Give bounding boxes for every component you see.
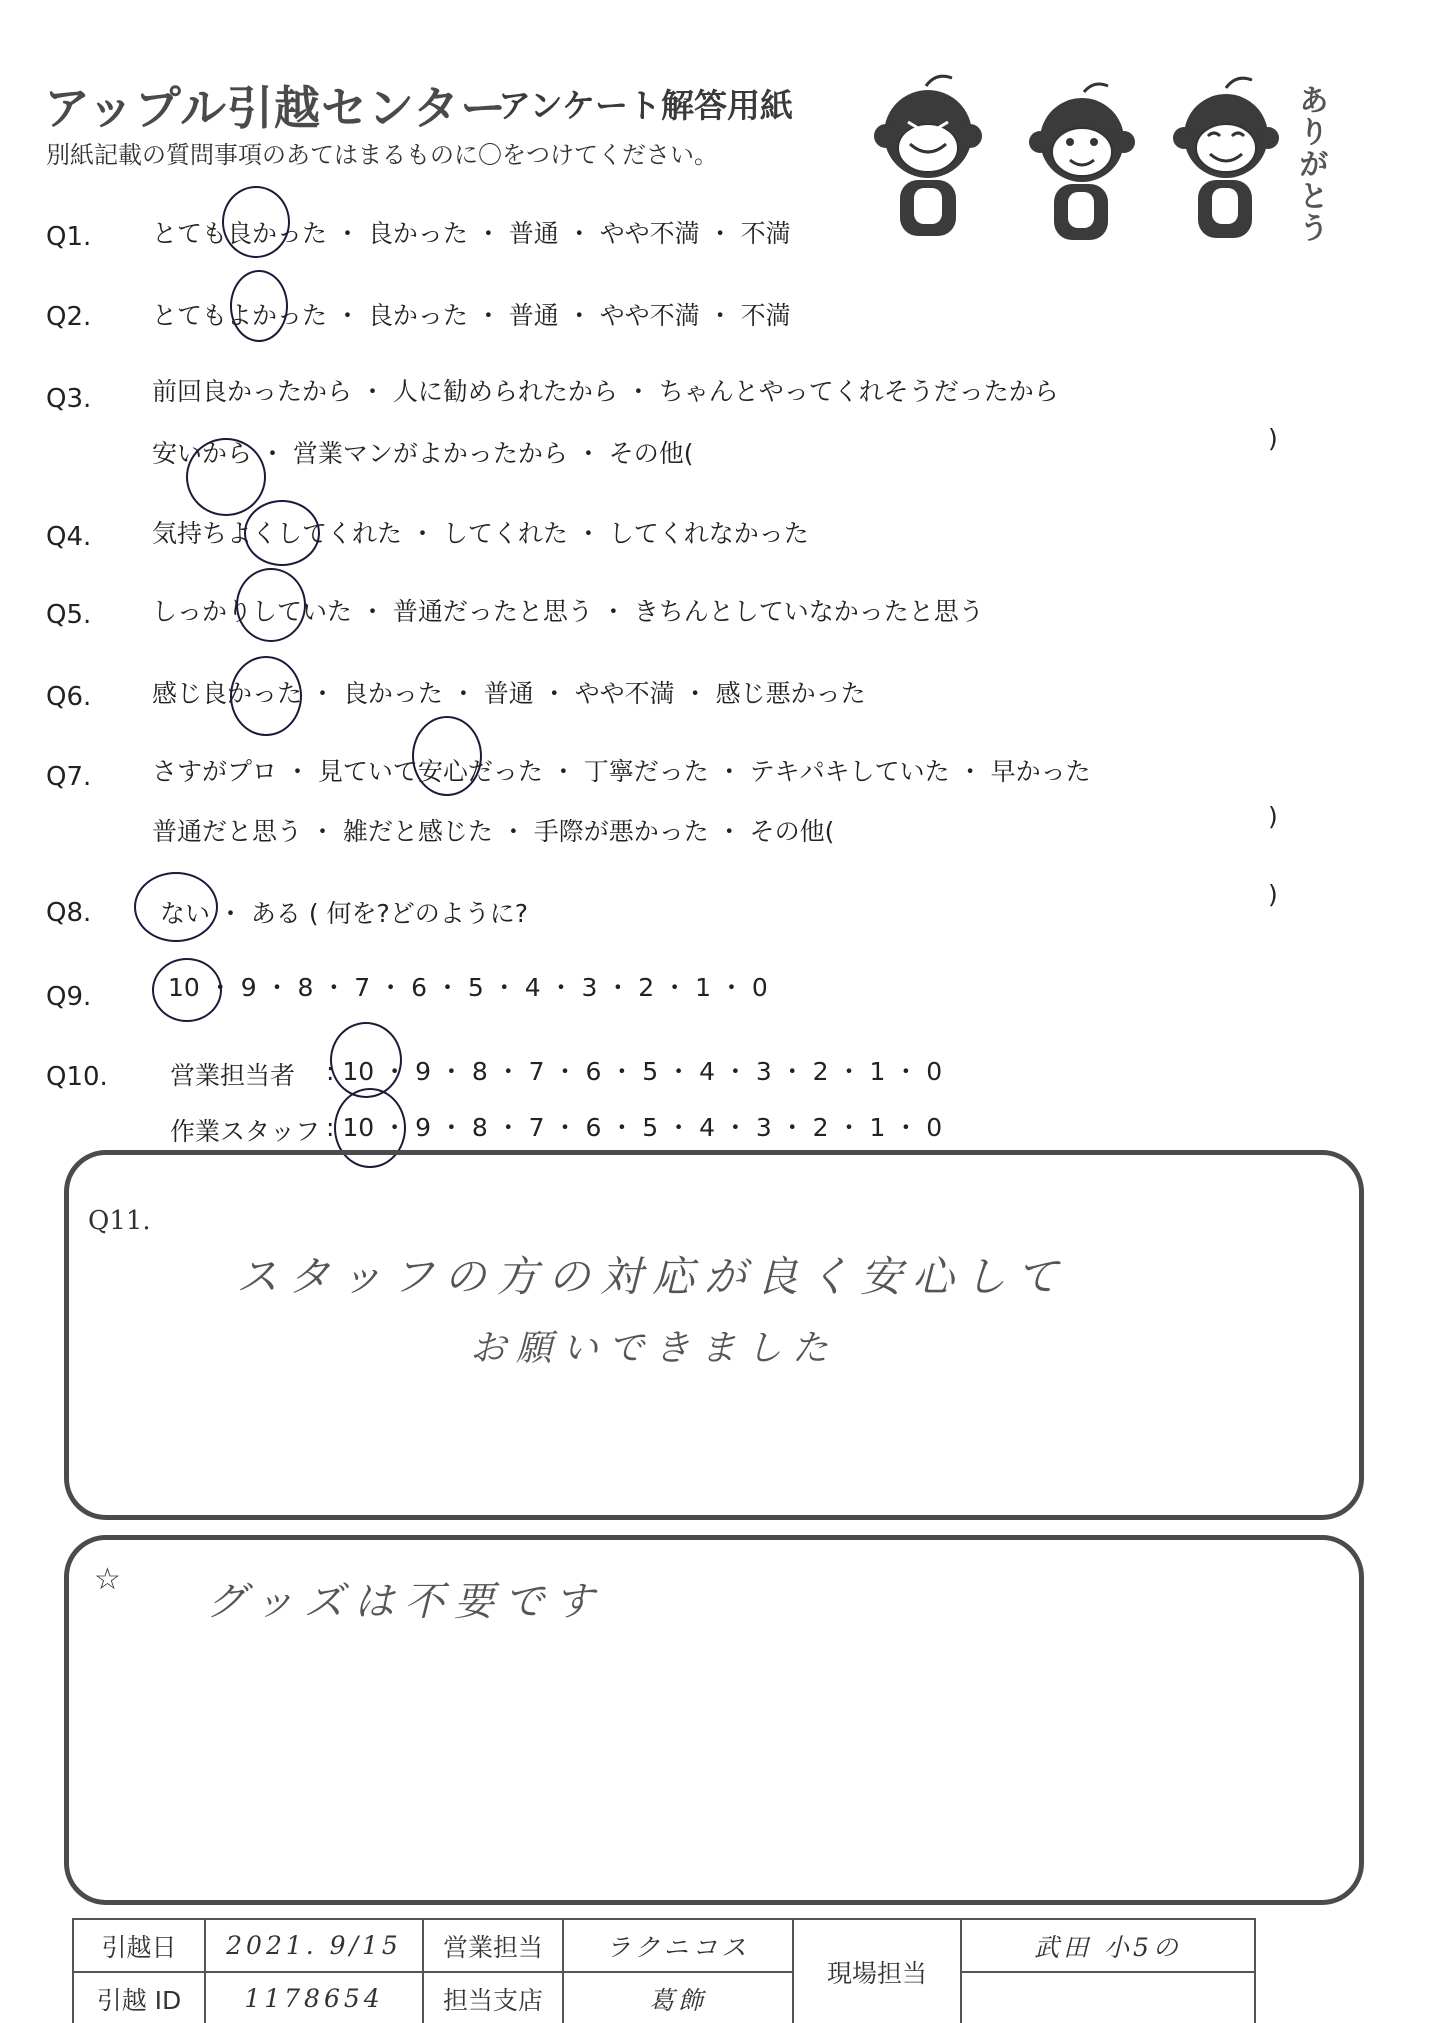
star-label: ☆ (94, 1562, 121, 1597)
q5-options: しっかりしていた ・ 普通だったと思う ・ きちんとしていなかったと思う (152, 597, 984, 626)
move-date-value: 2021. 9/15 (205, 1919, 423, 1972)
q3-label: Q3. (46, 384, 92, 414)
q6-options: 感じ良かった ・ 良かった ・ 普通 ・ やや不満 ・ 感じ悪かった (152, 679, 866, 708)
site-rep-value: 武田 小5の (961, 1919, 1255, 1972)
monkey-mascot-1-icon (866, 72, 996, 247)
site-rep-label: 現場担当 (793, 1919, 961, 2023)
q5-answer-circle (236, 568, 306, 642)
q8-close-paren: ) (1268, 880, 1278, 909)
q7-label: Q7. (46, 762, 92, 792)
sales-rep-value: ラクニコス (563, 1919, 793, 1972)
q3-options-line2: 安いから ・ 営業マンがよかったから ・ その他( (152, 439, 694, 468)
q7-options-line1: さすがプロ ・ 見ていて安心だった ・ 丁寧だった ・ テキパキしていた ・ 早かった (152, 757, 1091, 786)
q2-label: Q2. (46, 302, 92, 332)
move-id-value: 1178654 (205, 1972, 423, 2023)
q9-label: Q9. (46, 982, 92, 1012)
q1-label: Q1. (46, 222, 92, 252)
footer-info-table (72, 1918, 1256, 2023)
sales-rep-label: 営業担当 (423, 1919, 563, 1972)
q7-options-line2: 普通だと思う ・ 雑だと感じた ・ 手際が悪かった ・ その他( (152, 817, 835, 846)
q11-label: Q11. (88, 1206, 151, 1236)
star-comment-text: グッズは不要です (206, 1579, 604, 1625)
q4-answer-circle (244, 500, 320, 566)
q6-answer-circle (230, 656, 302, 736)
q11-comment-line2: お願いできました (470, 1328, 839, 1369)
q3-answer-circle (186, 438, 266, 516)
branch-value: 葛飾 (563, 1972, 793, 2023)
q9-options: 10 ・ 9 ・ 8 ・ 7 ・ 6 ・ 5 ・ 4 ・ 3 ・ 2 ・ 1 ・ 0 (168, 973, 768, 1002)
q2-options: とてもよかった ・ 良かった ・ 普通 ・ やや不満 ・ 不満 (152, 301, 791, 330)
move-id-label: 引越 ID (73, 1972, 205, 2023)
q7-close-paren: ) (1268, 802, 1278, 831)
q9-answer-circle (152, 958, 222, 1022)
q8-answer-circle (134, 872, 218, 942)
move-date-label: 引越日 (73, 1919, 205, 1972)
q10-sales-label: 営業担当者 (170, 1061, 296, 1090)
instruction-text: 別紙記載の質問事項のあてはまるものに〇をつけてください。 (46, 141, 718, 169)
q1-answer-circle (222, 186, 290, 258)
q8-label: Q8. (46, 898, 92, 928)
q11-comment-line1: スタッフの方の対応が良く安心して (236, 1252, 1069, 1301)
q3-options-line1: 前回良かったから ・ 人に勧められたから ・ ちゃんとやってくれそうだったから (152, 377, 1059, 406)
branch-label: 担当支店 (423, 1972, 563, 2023)
q2-answer-circle (230, 270, 288, 342)
q1-options: とても良かった ・ 良かった ・ 普通 ・ やや不満 ・ 不満 (152, 219, 791, 248)
q8-options: ない ・ ある ( 何を?どのように? (160, 899, 529, 928)
q4-label: Q4. (46, 522, 92, 552)
thanks-text: ありがとう (1293, 84, 1328, 244)
q7-answer-circle (412, 716, 482, 796)
q10-sales-answer-circle (330, 1022, 402, 1098)
q10-staff-label: 作業スタッフ (170, 1117, 321, 1146)
q3-close-paren: ) (1268, 424, 1278, 453)
q6-label: Q6. (46, 682, 92, 712)
q4-options: 気持ちよくしてくれた ・ してくれた ・ してくれなかった (152, 519, 809, 548)
q10-label: Q10. (46, 1062, 108, 1092)
q10-staff-options: : 10 ・ 9 ・ 8 ・ 7 ・ 6 ・ 5 ・ 4 ・ 3 ・ 2 ・ 1 ・ 0 (326, 1113, 943, 1142)
monkey-mascot-3-icon (1164, 74, 1289, 249)
q10-sales-options: : 10 ・ 9 ・ 8 ・ 7 ・ 6 ・ 5 ・ 4 ・ 3 ・ 2 ・ 1 ・ 0 (326, 1057, 943, 1086)
q5-label: Q5. (46, 600, 92, 630)
form-title: アンケート解答用紙 (498, 86, 794, 125)
site-rep-blank-cell (961, 1972, 1255, 2023)
monkey-mascot-2-icon (1020, 80, 1145, 250)
company-title: アップル引越センター (44, 81, 508, 135)
